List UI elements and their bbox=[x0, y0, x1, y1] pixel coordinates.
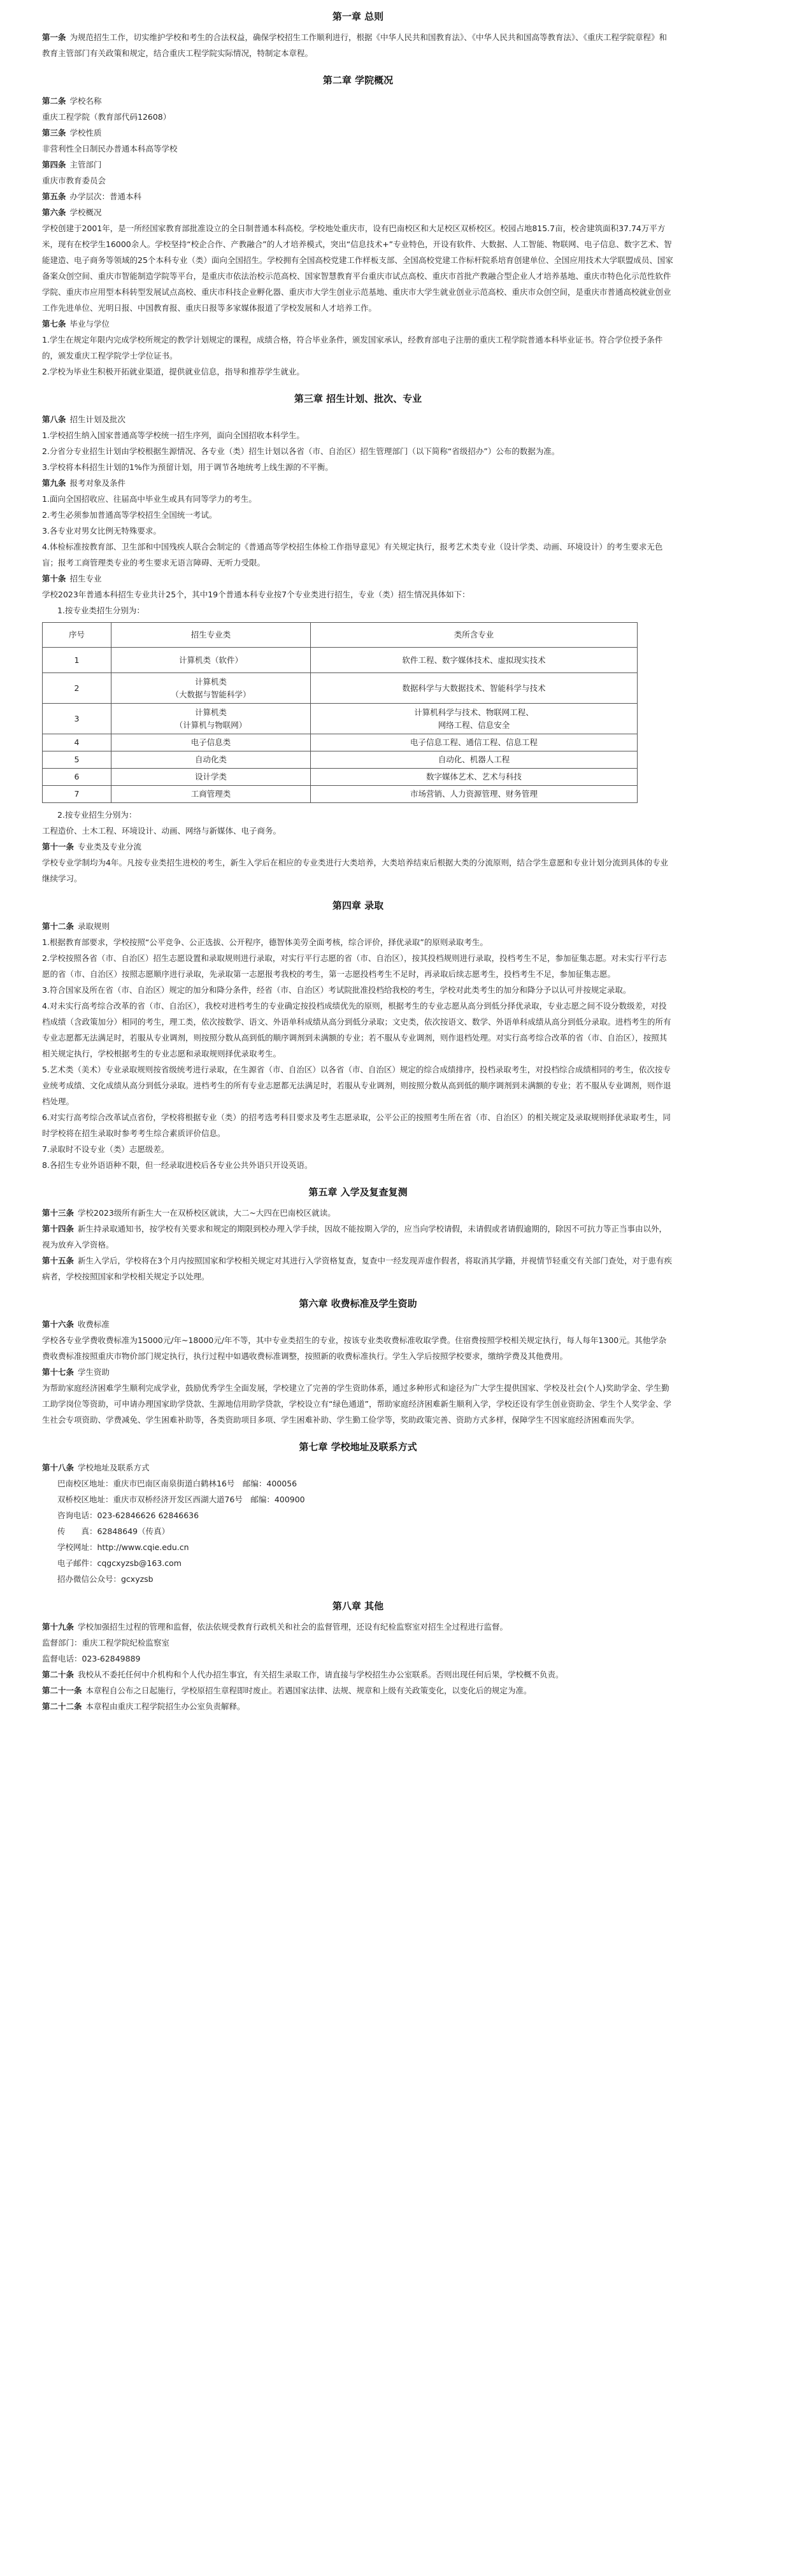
chapter-title: 第三章 招生计划、批次、专业 bbox=[294, 393, 422, 404]
article-label: 第九条 bbox=[42, 478, 66, 488]
admission-rule-3: 3.符合国家及所在省（市、自治区）规定的加分和降分条件，经省（市、自治区）考试院批准投档给我校的考生，学校对此类考生的加分和降分予以认可并按规定录取。 bbox=[42, 985, 631, 995]
chapter-title: 第二章 学院概况 bbox=[322, 75, 394, 86]
article-label: 第十四条 bbox=[42, 1224, 75, 1234]
major-streaming: 学校专业学制均为4年。凡按专业类招生进校的考生，新生入学后在相应的专业类进行大类培养，大类培养结束后根据大类的分流原则，结合学生意愿和专业计划分流到具体的专业继续学习。 bbox=[42, 858, 668, 883]
address-shuangqiao: 双桥校区地址：重庆市双桥经济开发区西湖大道76号 邮编：400900 bbox=[57, 1495, 305, 1504]
article-label: 第二十一条 bbox=[42, 1686, 82, 1695]
article-6-head bbox=[42, 204, 674, 220]
school-overview: 学校创建于2001年，是一所经国家教育部批准设立的全日制普通本科高校。学校地处重庆市，设有巴南校区和大足校区双桥校区。校园占地815.7亩，校舍建筑面积37.74万平方米，现有在校学生16000余人。学校坚持“校企合作、产教融合”的人才培养模式，突出“信息技术+”专业特色，开设有软件、大数据、人工智能、物联网、电子信息、数字艺术、智能建造、电子商务等领域的25个本科专业（类）面向全国招生。学校拥有全国高校党建工作样板支部、全国高校党建工作标杆院系培育创建单位、全国应用技术大学联盟成员、国家备案众创空间、重庆市智能制造学院等平台，是重庆市依法治校示范高校、国家智慧教育平台重庆市试点高校、重庆市首批产教融合型企业人才培养基地、重庆市特色化示范性软件学院、重庆市应用型本科转型发展试点高校、重庆市科技企业孵化器、重庆市大学生创业示范基地、重庆市大学生就业创业示范高校、重庆市众创空间，是重庆市普通高校就业创业工作先进单位、光明日报、中国教育报、重庆日报等多家媒体报道了学校发展和人才培养工作。 bbox=[42, 224, 673, 313]
majors-summary: 学校2023年普通本科招生专业共计25个，其中19个普通本科专业按7个专业类进行招生，专业（类）招生情况具体如下： bbox=[42, 590, 470, 599]
article-heading: 学校地址及联系方式 bbox=[78, 1463, 150, 1472]
row-majors: 数据科学与大数据技术、智能科学与技术 bbox=[311, 673, 638, 704]
admission-rule-2: 2.学校按照各省（市、自治区）招生志愿设置和录取规则进行录取，对实行平行志愿的省（市、自治区），按其投档规则进行录取，投档考生不足，参加征集志愿。对未实行平行志愿的省（市、自治区）按照志愿顺序进行录取，先录取第一志愿报考我校的考生，第一志愿投档考生不足时，再录取后续志愿考生，投档考生不足，参加征集志愿。 bbox=[42, 953, 667, 979]
school-nature: 非营利性全日制民办普通本科高等学校 bbox=[42, 144, 178, 153]
chapter-1 bbox=[42, 9, 674, 61]
school-name: 重庆工程学院（教育部代码12608） bbox=[42, 112, 171, 122]
article-label: 第十一条 bbox=[42, 842, 75, 851]
eligibility-item-2: 2.考生必须参加普通高等学校招生全国统一考试。 bbox=[42, 510, 217, 520]
by-major-caption: 2.按专业招生分别为： bbox=[57, 810, 137, 820]
article-heading: 主管部门 bbox=[69, 160, 102, 169]
article-label: 第十五条 bbox=[42, 1256, 75, 1265]
chapter-2 bbox=[42, 73, 674, 380]
article-4-head bbox=[42, 157, 674, 173]
article-heading: 收费标准 bbox=[78, 1320, 110, 1329]
row-no: 7 bbox=[43, 786, 111, 803]
article-text: 学校2023级所有新生大一在双桥校区就读，大二~大四在巴南校区就读。 bbox=[78, 1208, 336, 1218]
admission-rule-1: 1.根据教育部要求，学校按照“公平竞争、公正选拔、公开程序，德智体美劳全面考核，综合评价，择优录取”的原则录取考生。 bbox=[42, 937, 488, 947]
article-label: 第二条 bbox=[42, 96, 66, 106]
article-8-head bbox=[42, 411, 674, 427]
article-text: 我校从不委托任何中介机构和个人代办招生事宜，有关招生录取工作，请直接与学校招生办公室联系。否则出现任何后果，学校概不负责。 bbox=[78, 1670, 564, 1679]
chapter-8 bbox=[42, 1598, 674, 1714]
article-heading: 报考对象及条件 bbox=[69, 478, 126, 488]
article-label: 第六条 bbox=[42, 208, 66, 217]
contact-email-link[interactable]: 电子邮件：cqgcxyzsb@163.com bbox=[57, 1558, 182, 1568]
by-major-list: 工程造价、土木工程、环境设计、动画、网络与新媒体、电子商务。 bbox=[42, 826, 282, 836]
article-13 bbox=[42, 1205, 674, 1221]
chapter-title: 第七章 学校地址及联系方式 bbox=[299, 1441, 417, 1453]
student-aid: 为帮助家庭经济困难学生顺利完成学业，鼓励优秀学生全面发展，学校建立了完善的学生资助体系，通过多种形式和途径为广大学生提供国家、学校及社会(个人)奖助学金、学生勤工助学岗位等资助，可申请办理国家助学贷款、生源地信用助学贷款，学校设立有“绿色通道”，帮助家庭经济困难新生顺利入学，学校还设有学生创业资助金、学生个人奖学金、学生社会专项资助、学费减免、学生困难补助等，各类资助项目多项、学生困难补助、学生勤工俭学等，奖助政策完善、资助方式多样，保障学生不因家庭经济困难而失学。 bbox=[42, 1383, 671, 1425]
authority: 重庆市教育委员会 bbox=[42, 176, 106, 185]
chapter-title: 第四章 录取 bbox=[332, 900, 384, 911]
article-heading: 招生计划及批次 bbox=[69, 415, 126, 424]
article-19 bbox=[42, 1619, 674, 1635]
graduation-item-1: 1.学生在规定年限内完成学校所规定的教学计划规定的课程，成绩合格，符合毕业条件，颁发国家承认，经教育部电子注册的重庆工程学院普通本科毕业证书。符合学位授予条件的，颁发重庆工程学院学士学位证书。 bbox=[42, 335, 663, 360]
article-heading: 专业类及专业分流 bbox=[78, 842, 142, 851]
article-label: 第十三条 bbox=[42, 1208, 75, 1218]
article-9-head bbox=[42, 475, 674, 491]
article-label: 第十六条 bbox=[42, 1320, 75, 1329]
row-category: 自动化类 bbox=[111, 751, 311, 769]
chapter-title: 第六章 收费标准及学生资助 bbox=[299, 1298, 417, 1309]
row-no: 5 bbox=[43, 751, 111, 769]
article-15 bbox=[42, 1253, 674, 1284]
article-text: 本章程自公布之日起施行，学校原招生章程即时废止。若遇国家法律、法规、规章和上级有关政策变化，以变化后的规定为准。 bbox=[85, 1686, 532, 1695]
article-5 bbox=[42, 189, 674, 204]
article-heading: 毕业与学位 bbox=[69, 319, 110, 329]
article-label: 第二十条 bbox=[42, 1670, 75, 1679]
chapter-title: 第五章 入学及复查复测 bbox=[308, 1186, 408, 1198]
table-row bbox=[43, 648, 638, 673]
fee-standard: 学校各专业学费收费标准为15000元/年~18000元/年不等，其中专业类招生的专业，按该专业类收费标准收取学费。住宿费按照学校相关规定执行，每人每年1300元。其他学杂费收费标准按照重庆市物价部门规定执行，执行过程中如遇收费标准调整，按照新的收费标准执行。学生入学后按照学校要求，缴纳学费及其他费用。 bbox=[42, 1335, 667, 1361]
contact-fax: 传 真：62848649（传真） bbox=[57, 1526, 170, 1536]
article-12-head bbox=[42, 918, 674, 934]
article-label: 第三条 bbox=[42, 128, 66, 138]
row-category: 计算机类 （大数据与智能科学） bbox=[111, 673, 311, 704]
article-label: 第十八条 bbox=[42, 1463, 75, 1472]
article-text: 新生持录取通知书，按学校有关要求和规定的期限到校办理入学手续，因故不能按期入学的，应当向学校请假，未请假或者请假逾期的，除因不可抗力等正当事由以外，视为放弃入学资格。 bbox=[42, 1224, 668, 1249]
admission-rule-5: 5.艺术类（美术）专业录取规则按省级统考进行录取，在生源省（市、自治区）以各省（市、自治区）规定的综合成绩排序，投档录取考生，对投档综合成绩相同的考生，依次按专业统考成绩、文化成绩从高分到低分录取。进档考生的所有专业志愿都无法满足时，若服从专业调剂，则按照分数从高到低的顺序调剂到未满额的专业；若不服从专业调剂，则作退档处理。 bbox=[42, 1065, 671, 1106]
article-7-head bbox=[42, 316, 674, 332]
article-17-head bbox=[42, 1364, 674, 1380]
article-22 bbox=[42, 1698, 674, 1714]
table-row bbox=[43, 673, 638, 704]
article-14 bbox=[42, 1221, 674, 1253]
plan-item-1: 1.学校招生纳入国家普通高等学校统一招生序列，面向全国招收本科学生。 bbox=[42, 431, 304, 440]
article-21 bbox=[42, 1683, 674, 1698]
article-10-head bbox=[42, 571, 674, 587]
row-category: 工商管理类 bbox=[111, 786, 311, 803]
article-label: 第二十二条 bbox=[42, 1702, 82, 1711]
article-label: 第十条 bbox=[42, 574, 66, 583]
article-heading: 录取规则 bbox=[78, 922, 110, 931]
article-16-head bbox=[42, 1316, 674, 1332]
row-majors: 数字媒体艺术、艺术与科技 bbox=[311, 769, 638, 786]
table-header-no: 序号 bbox=[43, 623, 111, 648]
row-majors: 计算机科学与技术、物联网工程、 网络工程、信息安全 bbox=[311, 704, 638, 734]
article-label: 第十九条 bbox=[42, 1622, 75, 1632]
article-label: 第五条 bbox=[42, 192, 66, 201]
article-label: 第一条 bbox=[42, 32, 66, 42]
chapter-6 bbox=[42, 1296, 674, 1428]
chapter-5 bbox=[42, 1185, 674, 1284]
eligibility-item-3: 3.各专业对男女比例无特殊要求。 bbox=[42, 526, 161, 536]
chapter-3 bbox=[42, 391, 674, 886]
supervision-phone: 监督电话：023-62849889 bbox=[42, 1654, 141, 1663]
eligibility-item-4: 4.体检标准按教育部、卫生部和中国残疾人联合会制定的《普通高等学校招生体检工作指导意见》有关规定执行，报考艺术类专业（设计学类、动画、环境设计）的考生要求无色盲；报考工商管理类专业的考生要求无语言障碍、无听力受限。 bbox=[42, 542, 663, 567]
article-text: 本章程由重庆工程学院招生办公室负责解释。 bbox=[85, 1702, 245, 1711]
table-row bbox=[43, 704, 638, 734]
row-category: 计算机类 （计算机与物联网） bbox=[111, 704, 311, 734]
article-label: 第七条 bbox=[42, 319, 66, 329]
chapter-7 bbox=[42, 1439, 674, 1587]
article-label: 第十二条 bbox=[42, 922, 75, 931]
table-row bbox=[43, 734, 638, 751]
graduation-item-2: 2.学校为毕业生积极开拓就业渠道，提供就业信息，指导和推荐学生就业。 bbox=[42, 367, 304, 376]
row-category: 电子信息类 bbox=[111, 734, 311, 751]
row-no: 1 bbox=[43, 648, 111, 673]
article-heading: 学校概况 bbox=[69, 208, 102, 217]
row-majors: 电子信息工程、通信工程、信息工程 bbox=[311, 734, 638, 751]
plan-item-2: 2.分省分专业招生计划由学校根据生源情况、各专业（类）招生计划以各省（市、自治区）招生管理部门（以下简称“省级招办”）公布的数据为准。 bbox=[42, 446, 560, 456]
article-label: 第八条 bbox=[42, 415, 66, 424]
article-18-head bbox=[42, 1460, 674, 1476]
article-heading: 学校性质 bbox=[69, 128, 102, 138]
major-category-table bbox=[42, 622, 638, 803]
table-header-majors: 类所含专业 bbox=[311, 623, 638, 648]
row-majors: 软件工程、数字媒体技术、虚拟现实技术 bbox=[311, 648, 638, 673]
row-majors: 市场营销、人力资源管理、财务管理 bbox=[311, 786, 638, 803]
row-category: 计算机类（软件） bbox=[111, 648, 311, 673]
plan-item-3: 3.学校将本科招生计划的1%作为预留计划，用于调节各地统考上线生源的不平衡。 bbox=[42, 462, 333, 472]
address-banan: 巴南校区地址：重庆市巴南区南泉街道白鹤林16号 邮编：400056 bbox=[57, 1479, 297, 1488]
table-row bbox=[43, 751, 638, 769]
row-no: 6 bbox=[43, 769, 111, 786]
table-row bbox=[43, 769, 638, 786]
article-3-head bbox=[42, 125, 674, 141]
table-header-category: 招生专业类 bbox=[111, 623, 311, 648]
row-majors: 自动化、机器人工程 bbox=[311, 751, 638, 769]
chapter-title: 第一章 总则 bbox=[332, 11, 384, 22]
article-text: 为规范招生工作，切实维护学校和考生的合法权益，确保学校招生工作顺利进行，根据《中华人民共和国教育法》、《中华人民共和国高等教育法》、《重庆工程学院章程》和教育主管部门有关政策和规定，结合重庆工程学院实际情况，特制定本章程。 bbox=[42, 32, 668, 58]
article-11-head bbox=[42, 839, 674, 855]
supervision-dept: 监督部门：重庆工程学院纪检监察室 bbox=[42, 1638, 170, 1647]
article-label: 第四条 bbox=[42, 160, 66, 169]
school-website-link[interactable]: 学校网址：http://www.cqie.edu.cn bbox=[57, 1542, 189, 1552]
admission-rule-4: 4.对未实行高考综合改革的省（市、自治区），我校对进档考生的专业确定按投档成绩优先的原则，根据考生的专业志愿从高分到低分择优录取，专业志愿之间不设分数级差，对投档成绩（含政策加分）相同的考生，理工类，依次按数学、语文、外语单科成绩从高分到低分录取；文史类，依次按语文、数学、外语单科成绩从高分到低分录取。进档考生的所有专业志愿都无法满足时，若服从专业调剂，则按照分数从高到低的顺序调剂到未满额的专业；若不服从专业调剂，则作退档处理。对实行高考综合改革的省（市、自治区），按照其相关规定执行，学校根据考生的专业志愿和录取规则择优录取考生。 bbox=[42, 1001, 671, 1058]
admission-rule-6: 6.对实行高考综合改革试点省份，学校将根据专业（类）的招考选考科目要求及考生志愿录取，公平公正的按照考生所在省（市、自治区）的相关规定及录取规则择优录取考生，同时学校将在招生录取时参考考生综合素质评价信息。 bbox=[42, 1113, 671, 1138]
wechat-account: 招办微信公众号：gcxyzsb bbox=[57, 1574, 154, 1584]
article-text: 学校加强招生过程的管理和监督，依法依规受教育行政机关和社会的监督管理，还设有纪检监察室对招生全过程进行监督。 bbox=[78, 1622, 508, 1632]
eligibility-item-1: 1.面向全国招收应、往届高中毕业生或具有同等学力的考生。 bbox=[42, 494, 257, 504]
article-2-head bbox=[42, 93, 674, 109]
row-no: 4 bbox=[43, 734, 111, 751]
row-no: 3 bbox=[43, 704, 111, 734]
article-label: 第十七条 bbox=[42, 1367, 75, 1377]
article-heading: 学校名称 bbox=[69, 96, 102, 106]
article-20 bbox=[42, 1667, 674, 1683]
admission-rule-8: 8.各招生专业外语语种不限，但一经录取进校后各专业公共外语只开设英语。 bbox=[42, 1160, 313, 1170]
article-heading: 招生专业 bbox=[69, 574, 102, 583]
chapter-title: 第八章 其他 bbox=[332, 1600, 384, 1612]
row-no: 2 bbox=[43, 673, 111, 704]
table-caption: 1.按专业类招生分别为： bbox=[57, 606, 145, 615]
article-1 bbox=[42, 29, 674, 61]
contact-phone: 咨询电话：023-62846626 62846636 bbox=[57, 1511, 199, 1520]
table-row bbox=[43, 786, 638, 803]
article-heading: 学生资助 bbox=[78, 1367, 110, 1377]
admission-rule-7: 7.录取时不设专业（类）志愿级差。 bbox=[42, 1144, 169, 1154]
article-heading: 办学层次：普通本科 bbox=[69, 192, 142, 201]
row-category: 设计学类 bbox=[111, 769, 311, 786]
chapter-4 bbox=[42, 898, 674, 1173]
article-text: 新生入学后，学校将在3个月内按照国家和学校相关规定对其进行入学资格复查，复查中一经发现弄虚作假者，将取消其学籍，并视情节轻重交有关部门查处，对于患有疾病者，学校按照国家和学校相关规定予以处理。 bbox=[42, 1256, 672, 1281]
